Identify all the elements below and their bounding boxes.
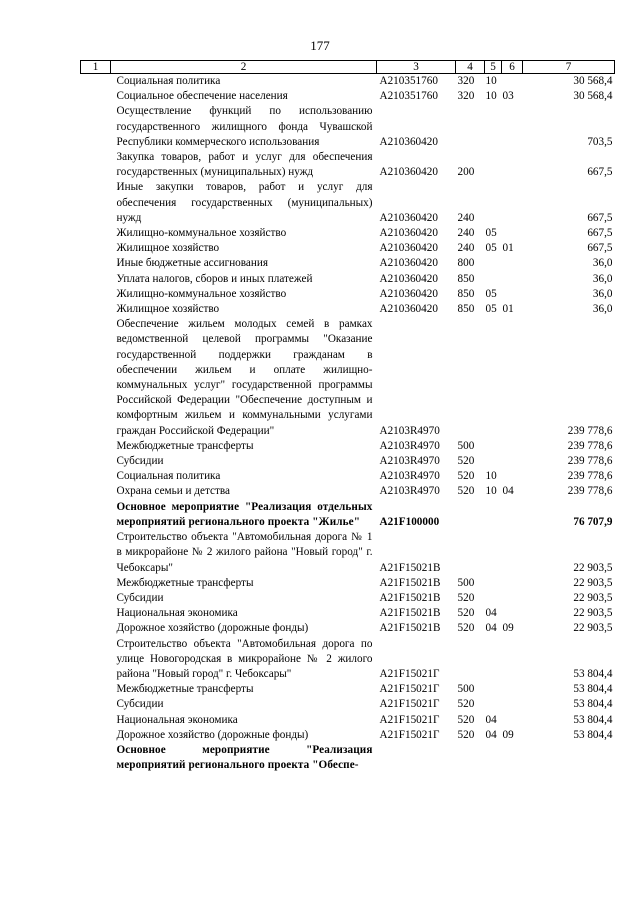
row-code-cell: А21F15021В bbox=[379, 576, 441, 589]
row-amount-cell: 53 804,4 bbox=[573, 683, 613, 696]
table-row bbox=[81, 530, 615, 576]
row-amount-cell bbox=[523, 743, 615, 773]
table-row bbox=[81, 500, 615, 530]
row-number-cell bbox=[81, 697, 111, 712]
row-amount-cell: 239 778,6 bbox=[567, 439, 613, 452]
row-section-cell: 10 bbox=[485, 485, 497, 498]
row-subsection-cell bbox=[502, 637, 523, 683]
table-row bbox=[81, 272, 615, 287]
row-name-cell: Охрана семьи и детства bbox=[116, 485, 230, 498]
row-name-cell: Иные бюджетные ассигнования bbox=[116, 257, 268, 270]
table-row bbox=[81, 89, 615, 104]
row-expense-type-cell: 500 bbox=[457, 576, 475, 589]
row-code-cell: А210360420 bbox=[379, 242, 438, 255]
row-code-cell: А21F15021В bbox=[379, 622, 441, 635]
row-code-cell: А2103R4970 bbox=[379, 439, 440, 452]
row-name-cell: Основное мероприятие "Реализация отдельных мероприятий регионального проекта "Жилье" bbox=[116, 500, 373, 528]
row-section-cell: 10 bbox=[485, 75, 497, 87]
table-row bbox=[81, 104, 615, 150]
row-section-cell bbox=[485, 317, 502, 439]
row-subsection-cell bbox=[502, 104, 523, 150]
row-name-cell: Межбюджетные трансферты bbox=[116, 576, 254, 589]
row-name-cell: Национальная экономика bbox=[116, 607, 238, 620]
row-name-cell: Жилищное хозяйство bbox=[116, 242, 220, 255]
row-code-cell: А210360420 bbox=[379, 135, 438, 148]
row-amount-cell: 239 778,6 bbox=[567, 455, 613, 468]
row-number-cell bbox=[81, 743, 111, 773]
row-number-cell bbox=[81, 104, 111, 150]
row-subsection-cell bbox=[502, 272, 523, 287]
row-section-cell bbox=[485, 454, 502, 469]
row-expense-type-cell: 850 bbox=[457, 272, 475, 285]
row-code-cell: А2103R4970 bbox=[379, 424, 440, 437]
row-code-cell: А210360420 bbox=[379, 287, 438, 300]
row-number-cell bbox=[81, 530, 111, 576]
row-amount-cell: 667,5 bbox=[587, 242, 613, 255]
table-body bbox=[81, 74, 615, 774]
row-amount-cell: 703,5 bbox=[587, 135, 613, 148]
row-amount-cell: 239 778,6 bbox=[567, 470, 613, 483]
row-name-cell: Субсидии bbox=[116, 455, 164, 468]
row-code-cell: А210360420 bbox=[379, 211, 438, 224]
row-expense-type-cell: 200 bbox=[457, 166, 475, 179]
row-name-cell: Субсидии bbox=[116, 591, 164, 604]
row-section-cell bbox=[485, 150, 502, 180]
row-section-cell: 05 bbox=[485, 227, 497, 240]
budget-table bbox=[80, 60, 614, 773]
row-section-cell bbox=[485, 743, 502, 773]
row-section-cell bbox=[485, 256, 502, 271]
row-number-cell bbox=[81, 439, 111, 454]
row-subsection-cell: 04 bbox=[502, 485, 514, 498]
row-expense-type-cell bbox=[456, 104, 485, 150]
row-subsection-cell bbox=[502, 682, 523, 697]
row-subsection-cell bbox=[502, 500, 523, 530]
row-expense-type-cell bbox=[456, 530, 485, 576]
row-subsection-cell bbox=[502, 530, 523, 576]
row-name-cell: Социальная политика bbox=[116, 75, 221, 87]
row-expense-type-cell bbox=[456, 637, 485, 683]
row-subsection-cell: 09 bbox=[502, 728, 514, 741]
row-number-cell bbox=[81, 454, 111, 469]
row-number-cell bbox=[81, 317, 111, 439]
row-number-cell bbox=[81, 591, 111, 606]
row-subsection-cell: 01 bbox=[502, 242, 514, 255]
row-expense-type-cell: 240 bbox=[457, 227, 475, 240]
row-code-cell: А21F15021Г bbox=[379, 683, 440, 696]
row-section-cell bbox=[485, 180, 502, 226]
row-subsection-cell bbox=[502, 743, 523, 773]
row-section-cell: 05 bbox=[485, 287, 497, 300]
column-header: 4 bbox=[456, 61, 485, 74]
row-section-cell bbox=[485, 697, 502, 712]
row-section-cell: 04 bbox=[485, 622, 497, 635]
row-number-cell bbox=[81, 713, 111, 728]
row-name-cell: Строительство объекта "Автомобильная дорога № 1 в микрорайоне № 2 жилого района "Новый город" г. Чебоксары" bbox=[116, 531, 373, 574]
table-row bbox=[81, 241, 615, 256]
row-code-cell: А210360420 bbox=[379, 272, 438, 285]
row-name-cell: Закупка товаров, работ и услуг для обеспечения государственных (муниципальных) нужд bbox=[116, 151, 373, 179]
table-row bbox=[81, 484, 615, 499]
row-subsection-cell bbox=[502, 697, 523, 712]
row-code-cell: А21F15021В bbox=[379, 561, 441, 574]
row-code-cell: А210360420 bbox=[379, 303, 438, 316]
row-number-cell bbox=[81, 150, 111, 180]
row-name-cell: Жилищно-коммунальное хозяйство bbox=[116, 227, 287, 240]
row-section-cell bbox=[485, 104, 502, 150]
row-section-cell bbox=[485, 272, 502, 287]
row-expense-type-cell bbox=[456, 317, 485, 439]
table-row bbox=[81, 180, 615, 226]
row-section-cell: 05 bbox=[485, 242, 497, 255]
table-row bbox=[81, 682, 615, 697]
row-code-cell: А21F15021Г bbox=[379, 667, 440, 680]
row-code-cell: А2103R4970 bbox=[379, 455, 440, 468]
table-row bbox=[81, 150, 615, 180]
row-amount-cell: 30 568,4 bbox=[573, 90, 613, 103]
row-number-cell bbox=[81, 241, 111, 256]
row-section-cell bbox=[485, 637, 502, 683]
row-code-cell: А2103R4970 bbox=[379, 470, 440, 483]
row-section-cell bbox=[485, 576, 502, 591]
row-expense-type-cell: 320 bbox=[457, 75, 475, 87]
row-amount-cell: 22 903,5 bbox=[573, 591, 613, 604]
row-amount-cell: 22 903,5 bbox=[573, 607, 613, 620]
row-section-cell: 04 bbox=[485, 713, 497, 726]
row-subsection-cell bbox=[502, 469, 523, 484]
row-subsection-cell bbox=[502, 606, 523, 621]
row-section-cell: 04 bbox=[485, 728, 497, 741]
row-number-cell bbox=[81, 682, 111, 697]
row-name-cell: Межбюджетные трансферты bbox=[116, 683, 254, 696]
row-section-cell: 10 bbox=[485, 90, 497, 103]
table-row bbox=[81, 697, 615, 712]
row-expense-type-cell: 240 bbox=[457, 242, 475, 255]
row-code-cell: А210351760 bbox=[379, 75, 438, 87]
table-row bbox=[81, 226, 615, 241]
row-name-cell: Жилищно-коммунальное хозяйство bbox=[116, 287, 287, 300]
row-number-cell bbox=[81, 74, 111, 90]
row-amount-cell: 53 804,4 bbox=[573, 728, 613, 741]
row-name-cell: Дорожное хозяйство (дорожные фонды) bbox=[116, 728, 309, 741]
row-name-cell: Уплата налогов, сборов и иных платежей bbox=[116, 272, 313, 285]
column-header: 3 bbox=[377, 61, 456, 74]
row-amount-cell: 667,5 bbox=[587, 227, 613, 240]
row-expense-type-cell: 520 bbox=[457, 591, 475, 604]
row-subsection-cell bbox=[502, 317, 523, 439]
row-subsection-cell bbox=[502, 226, 523, 241]
row-number-cell bbox=[81, 576, 111, 591]
row-name-cell: Основное мероприятие "Реализация мероприятий регионального проекта "Обеспе- bbox=[116, 743, 373, 772]
row-number-cell bbox=[81, 89, 111, 104]
row-amount-cell: 53 804,4 bbox=[573, 713, 613, 726]
row-expense-type-cell: 520 bbox=[457, 470, 475, 483]
row-subsection-cell bbox=[502, 576, 523, 591]
row-amount-cell: 22 903,5 bbox=[573, 576, 613, 589]
row-expense-type-cell: 320 bbox=[457, 90, 475, 103]
row-expense-type-cell bbox=[456, 500, 485, 530]
row-subsection-cell bbox=[502, 591, 523, 606]
row-number-cell bbox=[81, 606, 111, 621]
table-row bbox=[81, 606, 615, 621]
row-number-cell bbox=[81, 621, 111, 636]
row-code-cell: А210360420 bbox=[379, 257, 438, 270]
row-subsection-cell bbox=[502, 287, 523, 302]
table-row bbox=[81, 743, 615, 773]
row-amount-cell: 53 804,4 bbox=[573, 667, 613, 680]
row-subsection-cell bbox=[502, 150, 523, 180]
row-amount-cell: 22 903,5 bbox=[573, 561, 613, 574]
row-name-cell: Национальная экономика bbox=[116, 713, 238, 726]
row-name-cell: Субсидии bbox=[116, 698, 164, 711]
row-expense-type-cell: 850 bbox=[457, 287, 475, 300]
row-expense-type-cell: 520 bbox=[457, 698, 475, 711]
row-section-cell: 04 bbox=[485, 607, 497, 620]
table-row bbox=[81, 621, 615, 636]
row-amount-cell: 667,5 bbox=[587, 166, 613, 179]
row-expense-type-cell: 500 bbox=[457, 683, 475, 696]
row-section-cell: 05 bbox=[485, 303, 497, 316]
row-amount-cell: 239 778,6 bbox=[567, 485, 613, 498]
row-section-cell bbox=[485, 682, 502, 697]
row-number-cell bbox=[81, 180, 111, 226]
row-name-cell: Осуществление функций по использованию государственного жилищного фонда Чувашской Республики коммерческого использования bbox=[116, 105, 373, 148]
row-number-cell bbox=[81, 500, 111, 530]
page-number: 177 bbox=[310, 38, 330, 53]
column-header: 7 bbox=[523, 61, 615, 74]
row-code-cell: А21F15021В bbox=[379, 591, 441, 604]
table-row bbox=[81, 256, 615, 271]
row-code-cell: А21F15021Г bbox=[379, 698, 440, 711]
row-expense-type-cell: 500 bbox=[457, 439, 475, 452]
row-expense-type-cell: 520 bbox=[457, 607, 475, 620]
row-subsection-cell bbox=[502, 439, 523, 454]
row-number-cell bbox=[81, 637, 111, 683]
row-number-cell bbox=[81, 287, 111, 302]
row-subsection-cell bbox=[502, 74, 523, 90]
row-name-cell: Дорожное хозяйство (дорожные фонды) bbox=[116, 622, 309, 635]
row-number-cell bbox=[81, 226, 111, 241]
table-row bbox=[81, 713, 615, 728]
row-expense-type-cell: 520 bbox=[457, 455, 475, 468]
table-row bbox=[81, 74, 615, 90]
row-code-cell: А21F15021В bbox=[379, 607, 441, 620]
row-expense-type-cell: 240 bbox=[457, 211, 475, 224]
row-code-cell: А21F100000 bbox=[379, 515, 440, 528]
row-number-cell bbox=[81, 256, 111, 271]
row-amount-cell: 53 804,4 bbox=[573, 698, 613, 711]
row-number-cell bbox=[81, 728, 111, 743]
row-amount-cell: 36,0 bbox=[592, 272, 613, 285]
row-code-cell: А210360420 bbox=[379, 166, 438, 179]
table-row bbox=[81, 454, 615, 469]
table-row bbox=[81, 637, 615, 683]
row-name-cell: Социальное обеспечение населения bbox=[116, 90, 288, 103]
row-name-cell: Жилищное хозяйство bbox=[116, 303, 220, 316]
row-expense-type-cell: 520 bbox=[457, 713, 475, 726]
row-amount-cell: 667,5 bbox=[587, 211, 613, 224]
row-code-cell bbox=[377, 743, 456, 773]
row-code-cell: А21F15021Г bbox=[379, 728, 440, 741]
row-number-cell bbox=[81, 302, 111, 317]
row-section-cell bbox=[485, 439, 502, 454]
row-code-cell: А210360420 bbox=[379, 227, 438, 240]
row-name-cell: Строительство объекта "Автомобильная дорога по улице Новогородская в микрорайоне № 2 жилого района "Новый город" г. Чебоксары" bbox=[116, 637, 373, 680]
row-name-cell: Иные закупки товаров, работ и услуг для обеспечения государственных (муниципальных) нужд bbox=[116, 181, 373, 224]
row-code-cell: А210351760 bbox=[379, 90, 438, 103]
table-row bbox=[81, 576, 615, 591]
row-expense-type-cell: 850 bbox=[457, 303, 475, 316]
row-subsection-cell: 09 bbox=[502, 622, 514, 635]
row-expense-type-cell: 520 bbox=[457, 622, 475, 635]
row-section-cell: 10 bbox=[485, 470, 497, 483]
row-amount-cell: 36,0 bbox=[592, 287, 613, 300]
row-name-cell: Межбюджетные трансферты bbox=[116, 439, 254, 452]
table-row bbox=[81, 591, 615, 606]
row-subsection-cell: 03 bbox=[502, 90, 514, 103]
table-row bbox=[81, 302, 615, 317]
table-header-row bbox=[81, 61, 615, 74]
row-expense-type-cell: 520 bbox=[457, 485, 475, 498]
row-amount-cell: 36,0 bbox=[592, 303, 613, 316]
row-code-cell: А21F15021Г bbox=[379, 713, 440, 726]
table-row bbox=[81, 317, 615, 439]
row-section-cell bbox=[485, 591, 502, 606]
table-row bbox=[81, 728, 615, 743]
row-number-cell bbox=[81, 469, 111, 484]
column-header: 1 bbox=[81, 61, 111, 74]
row-number-cell bbox=[81, 272, 111, 287]
row-subsection-cell bbox=[502, 713, 523, 728]
row-subsection-cell bbox=[502, 454, 523, 469]
row-amount-cell: 22 903,5 bbox=[573, 622, 613, 635]
row-amount-cell: 30 568,4 bbox=[573, 75, 613, 87]
row-amount-cell: 76 707,9 bbox=[573, 515, 613, 528]
row-code-cell: А2103R4970 bbox=[379, 485, 440, 498]
row-amount-cell: 239 778,6 bbox=[567, 424, 613, 437]
table-row bbox=[81, 439, 615, 454]
table-row bbox=[81, 469, 615, 484]
row-section-cell bbox=[485, 530, 502, 576]
row-name-cell: Обеспечение жильем молодых семей в рамках ведомственной целевой программы "Оказание государственной поддержки гражданам в обеспечении жильем и оплате жилищно-коммунальных услуг" государственной программы Российской Федерации "Обеспечение доступным и комфортным жильем и коммунальными услугами граждан Российской Федерации" bbox=[116, 318, 373, 437]
row-expense-type-cell: 800 bbox=[457, 257, 475, 270]
column-header: 5 bbox=[485, 61, 502, 74]
row-section-cell bbox=[485, 500, 502, 530]
row-name-cell: Социальная политика bbox=[116, 470, 221, 483]
row-subsection-cell bbox=[502, 180, 523, 226]
row-subsection-cell: 01 bbox=[502, 303, 514, 316]
row-expense-type-cell: 520 bbox=[457, 728, 475, 741]
column-header: 2 bbox=[111, 61, 377, 74]
table-row bbox=[81, 287, 615, 302]
row-amount-cell: 36,0 bbox=[592, 257, 613, 270]
column-header: 6 bbox=[502, 61, 523, 74]
row-subsection-cell bbox=[502, 256, 523, 271]
row-number-cell bbox=[81, 484, 111, 499]
row-expense-type-cell bbox=[456, 743, 485, 773]
